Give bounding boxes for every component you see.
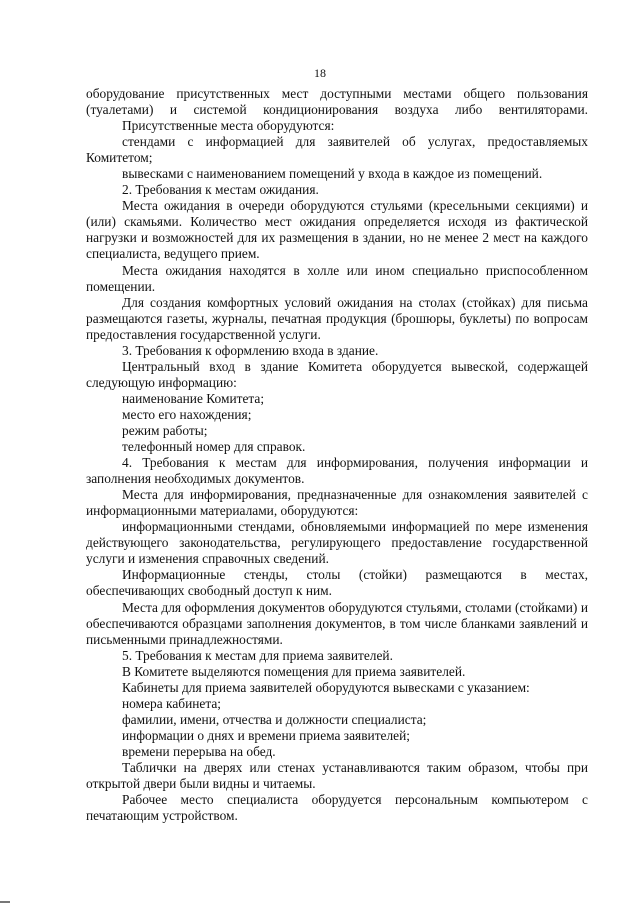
paragraph-20: 5. Требования к местам для приема заявителей. xyxy=(122,647,393,663)
paragraph-1: оборудование присутственных мест доступными местами общего пользования (туалетами) и системой кондиционирования воздуха либо вентиляторами. xyxy=(86,86,588,118)
paragraph-10: Центральный вход в здание Комитета оборудуется вывеской, содержащей следующую информацию: xyxy=(86,358,588,390)
paragraph-7: Места ожидания находятся в холле или ином специально приспособленном помещении. xyxy=(86,262,588,294)
paragraph-28: Рабочее место специалиста оборудуется персональным компьютером с печатающим устройством. xyxy=(86,792,588,824)
paragraph-22: Кабинеты для приема заявителей оборудуются вывесками с указанием: xyxy=(122,679,530,695)
paragraph-24: фамилии, имени, отчества и должности специалиста; xyxy=(122,711,427,727)
paragraph-25: информации о днях и времени приема заявителей; xyxy=(122,727,410,743)
paragraph-12: место его нахождения; xyxy=(122,406,252,422)
page-number: 18 xyxy=(314,66,326,80)
paragraph-6: Места ожидания в очереди оборудуются стульями (кресельными секциями) и (или) скамьями. Количество мест ожидания определяется исходя из фактической нагрузки и возможностей для их размещения в здании, но не менее 2 мест на каждого специалиста, ведущего прием. xyxy=(86,198,588,262)
paragraph-16: Места для информирования, предназначенные для ознакомления заявителей с информационными материалами, оборудуются: xyxy=(86,487,588,519)
paragraph-8: Для создания комфортных условий ожидания на столах (стойках) для письма размещаются газеты, журналы, печатная продукция (брошюры, буклеты) по вопросам предоставления государственной услуги. xyxy=(86,294,588,342)
paragraph-2: Присутственные места оборудуются: xyxy=(122,118,335,134)
paragraph-21: В Комитете выделяются помещения для приема заявителей. xyxy=(122,663,466,679)
paragraph-18: Информационные стенды, столы (стойки) размещаются в местах, обеспечивающих свободный доступ к ним. xyxy=(86,567,588,599)
paragraph-4: вывесками с наименованием помещений у входа в каждое из помещений. xyxy=(122,166,543,182)
paragraph-11: наименование Комитета; xyxy=(122,390,265,406)
document-body xyxy=(86,86,588,824)
paragraph-27: Таблички на дверях или стенах устанавливаются таким образом, чтобы при открытой двери были видны и читаемы. xyxy=(86,759,588,792)
paragraph-5: 2. Требования к местам ожидания. xyxy=(122,182,319,198)
paragraph-14: телефонный номер для справок. xyxy=(122,439,306,455)
paragraph-19: Места для оформления документов оборудуются стульями, столами (стойками) и обеспечиваются образцами заполнения документов, в том числе бланками заявлений и письменными принадлежностями. xyxy=(86,599,588,647)
paragraph-9: 3. Требования к оформлению входа в здание. xyxy=(122,342,379,358)
paragraph-13: режим работы; xyxy=(122,422,208,438)
paragraph-23: номера кабинета; xyxy=(122,695,222,711)
paragraph-17: информационными стендами, обновляемыми информацией по мере изменения действующего законодательства, регулирующего предоставление государственной услуги и изменения справочных сведений. xyxy=(86,519,588,567)
paragraph-15: 4. Требования к местам для информирования, получения информации и заполнения необходимых документов. xyxy=(86,455,588,487)
scan-edge-mark xyxy=(0,901,10,903)
paragraph-26: времени перерыва на обед. xyxy=(122,743,276,759)
paragraph-3: стендами с информацией для заявителей об услугах, предоставляемых Комитетом; xyxy=(86,134,588,166)
